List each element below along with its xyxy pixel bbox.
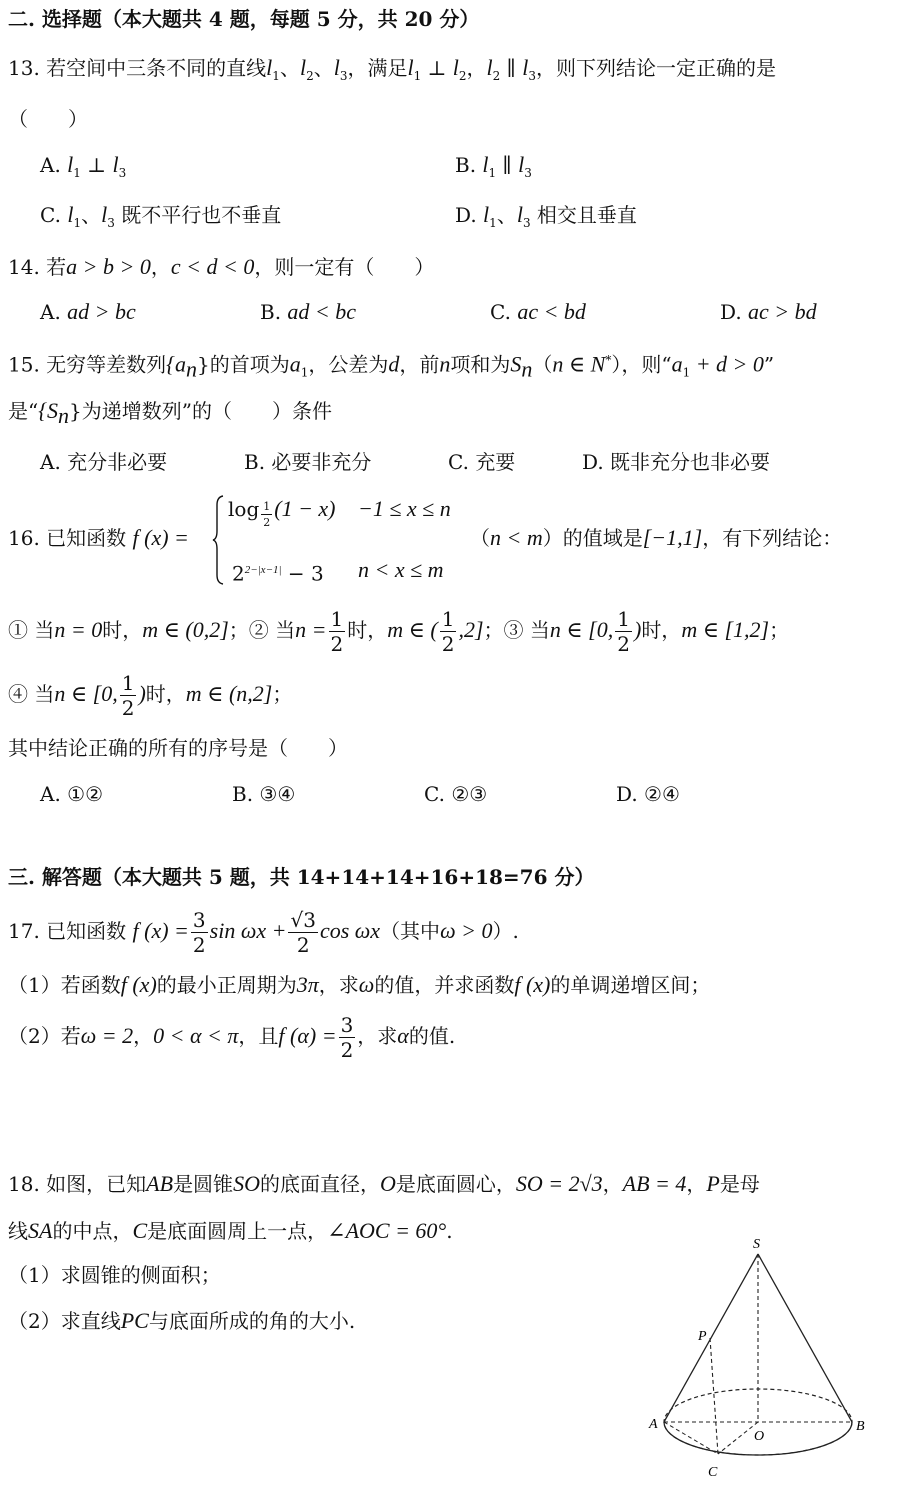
q17-stem-a: 17. 已知函数 [8, 919, 127, 943]
q17-p2-c: ，且 [238, 1024, 279, 1048]
q17-p2-den: 2 [340, 1038, 354, 1062]
q15-seq2-close: } [69, 399, 82, 423]
q16-case2-cond: n < x ≤ m [358, 557, 444, 582]
q15-seq-close: } [196, 352, 210, 377]
q17-term2: cos ωx [319, 918, 381, 943]
q16-conclusion-4 [8, 672, 292, 718]
q17-p2-frac [339, 1015, 356, 1060]
q16-case1-log: log [228, 497, 260, 521]
q16-case1-base-den: 2 [263, 516, 271, 529]
q18-AB: AB [146, 1171, 174, 1196]
q18-angle: ∠AOC = 60° [327, 1218, 447, 1243]
section-2-heading: 二. 选择题（本大题共 4 题，每题 5 分，共 20 分） [8, 7, 480, 31]
cone-slant-left [664, 1254, 758, 1422]
label-a: A [649, 1417, 658, 1432]
q15-option-b-label: B. [244, 450, 266, 474]
q13-par: ∥ [500, 56, 523, 80]
q17-p1-a: （1）若函数 [8, 973, 121, 997]
q16-ask: 其中结论正确的所有的序号是（ ） [8, 736, 348, 760]
q15-option-a[interactable] [40, 447, 167, 477]
q16-stem-b [470, 523, 842, 553]
q16-c4-den: 2 [121, 696, 135, 720]
q15-seq2-sub: n [58, 403, 70, 428]
section-3-heading: 三. 解答题（本大题共 5 题，共 14+14+14+16+18=76 分） [8, 865, 595, 889]
q17-p2-range: 0 < α < π [153, 1023, 239, 1048]
q14-stem-b: ，则一定有（ ） [254, 255, 435, 279]
q14-mid: ， [150, 255, 171, 279]
q13-option-c-label: C. [40, 203, 61, 227]
q16-c3-b: 时， [641, 618, 682, 642]
q14-option-c-label: C. [490, 300, 511, 324]
q13-option-c-l1-sub: 1 [73, 216, 82, 230]
q16-option-b[interactable] [232, 779, 295, 809]
q13-option-c-l1: l [67, 202, 74, 227]
cone-figure [642, 1232, 882, 1488]
q16-c4-end: ； [272, 682, 293, 706]
q13-cond2-sub: 2 [458, 69, 467, 83]
q13-option-c-tail: 既不平行也不垂直 [114, 203, 282, 227]
q18-l1-e: ， [602, 1172, 623, 1196]
q13-cond4: l [522, 55, 529, 80]
q15-option-b[interactable] [244, 447, 371, 477]
q14-option-b-expr: ad < bc [287, 299, 357, 324]
q14-option-a[interactable] [40, 297, 136, 327]
q16-option-d[interactable] [616, 779, 680, 809]
label-p: P [698, 1329, 707, 1344]
q18-l1-b: 是圆锥 [173, 1172, 234, 1196]
q16-option-d-text: ②④ [644, 782, 680, 806]
q16-c4-num: 1 [121, 671, 135, 695]
label-s: S [753, 1237, 760, 1252]
q17-p1-c: ，求 [318, 973, 359, 997]
q13-option-a-l3-sub: 3 [118, 166, 127, 180]
q13-option-d-rel: 、 [496, 203, 517, 227]
q17-p2-d: ，求 [357, 1024, 398, 1048]
q13-cond2: l [452, 55, 459, 80]
q18-SA: SA [28, 1218, 53, 1243]
q15-option-d[interactable] [582, 447, 770, 477]
q13-option-a-label: A. [40, 153, 61, 177]
q13-option-c[interactable] [40, 200, 281, 238]
q14-stem-a: 14. 若 [8, 255, 67, 279]
q18-l1-a: 18. 如图，已知 [8, 1172, 147, 1196]
q15-line1-d: ，前 [399, 352, 440, 377]
q13-option-d[interactable] [455, 200, 637, 238]
q13-option-d-l1: l [483, 202, 490, 227]
q15-cond-sup: * [605, 353, 612, 367]
q16-option-d-label: D. [616, 782, 638, 806]
q18-l2-a: 线 [8, 1219, 28, 1243]
q18-l1-f: ， [686, 1172, 707, 1196]
q15-option-c-text: 充要 [475, 450, 516, 474]
q16-conclusions-1-3 [8, 608, 789, 654]
q15-line2-a: 是“ [8, 399, 39, 423]
q18-SO-eq: SO = 2√3 [515, 1171, 603, 1196]
q17-stem-b: （其中 [380, 919, 441, 943]
q16-case2-tail: − 3 [281, 561, 324, 586]
q17-p1-f: f (x) [120, 972, 157, 997]
q16-range: [−1,1] [642, 525, 703, 550]
q16-c3-mark: ③ [503, 618, 524, 642]
q16-c3-num: 1 [617, 607, 630, 631]
q16-c4-n-b: ) [138, 681, 146, 706]
cone-slant-right [758, 1254, 852, 1422]
q14-option-d-label: D. [720, 300, 742, 324]
label-o: O [754, 1429, 765, 1444]
q18-p2-a: （2）求直线 [8, 1309, 121, 1333]
q16-piecewise-brace [212, 495, 224, 585]
q16-nm: n < m [490, 525, 543, 550]
q16-c1-end: ； [228, 618, 249, 642]
q13-option-d-l1-sub: 1 [489, 216, 497, 230]
q17-stem-c: ）. [492, 919, 519, 943]
q17-p2-a: （2）若 [8, 1024, 81, 1048]
q16-option-c[interactable] [424, 779, 487, 809]
q16-c2-frac-num: 1 [330, 607, 344, 631]
q16-c4-mark: ④ [8, 682, 28, 706]
q18-l1-d: 是底面圆心， [395, 1172, 516, 1196]
q13-cond4-sub: 3 [528, 69, 537, 83]
q16-c3-frac [615, 609, 632, 654]
q13-option-d-tail: 相交且垂直 [530, 203, 637, 227]
q17-frac1 [191, 910, 208, 955]
q16-c2-b: 时， [347, 618, 388, 642]
q13-cond3: l [486, 55, 493, 80]
q13-cond1-sub: 1 [413, 69, 422, 83]
q17-cond: ω > 0 [440, 918, 493, 943]
q16-stem-c: ）的值域是 [542, 526, 643, 550]
q17-stem [8, 906, 519, 956]
q16-c3-n-b: ) [633, 617, 642, 642]
q15-a1: a [289, 351, 301, 377]
q18-SO: SO [233, 1171, 260, 1196]
q17-p2-f: f (α) = [278, 1023, 337, 1048]
q16-stem-a-text: 16. 已知函数 [8, 526, 127, 550]
q15-line1-g: ），则“ [611, 352, 672, 377]
q15-option-a-label: A. [40, 450, 61, 474]
q15-line1-e: 项和为 [450, 352, 511, 377]
q18-l2-c: 是底面圆周上一点， [147, 1219, 328, 1243]
q16-option-c-text: ②③ [451, 782, 488, 806]
segment-oc [718, 1422, 758, 1454]
q16-c4-a: 当 [28, 682, 55, 706]
q14-option-c[interactable] [490, 297, 586, 327]
q14-option-a-expr: ad > bc [67, 299, 136, 324]
q18-l1-g: 是母 [719, 1172, 760, 1196]
q17-term1: sin ωx + [209, 918, 287, 943]
q15-line2 [8, 396, 332, 431]
q15-S: S [510, 351, 522, 377]
q16-case1-base-num: 1 [263, 500, 271, 513]
q13-stem-d: ，则下列结论一定正确的是 [536, 56, 777, 80]
q13-option-a-rel: ⊥ [80, 153, 113, 177]
q14-option-c-expr: ac < bd [517, 299, 586, 324]
q17-frac2-den: 2 [296, 933, 310, 957]
q15-expr-tail: + d > 0 [690, 351, 764, 377]
q13-option-b[interactable] [455, 150, 532, 188]
q16-c2-m-a: m ∈ ( [387, 617, 438, 642]
q16-stem-d: ，有下列结论： [702, 526, 843, 550]
q13-perp: ⊥ [421, 56, 453, 80]
q16-c2-n: n = [295, 617, 327, 642]
q16-c2-m-b: ,2] [458, 617, 484, 642]
q17-p2-num: 3 [340, 1013, 354, 1037]
q13-stem-c: ， [466, 56, 487, 80]
q13-option-a-l1-sub: 1 [73, 166, 81, 180]
q18-l2-d: . [446, 1219, 453, 1243]
q16-case2-exp: 2−|x−1| [244, 564, 282, 576]
q13-stem-a: 13. 若空间中三条不同的直线 [8, 56, 267, 80]
q16-c1-b: 时， [102, 618, 143, 642]
q16-option-c-label: C. [424, 782, 445, 806]
q13-option-d-l3-sub: 3 [522, 216, 531, 230]
q15-line1-f: （ [532, 352, 553, 377]
q17-p1-T: 3π [296, 972, 319, 997]
q13-option-b-l1: l [482, 152, 489, 177]
q14-option-b-label: B. [260, 300, 282, 324]
q15-option-c[interactable] [448, 447, 515, 477]
q15-line1-c: ，公差为 [308, 352, 389, 377]
q14-stem [8, 252, 434, 282]
q13-l2-sub: 2 [306, 69, 314, 83]
q18-line1 [8, 1169, 760, 1199]
q16-case1 [228, 494, 336, 528]
q17-p1-f2: f (x) [514, 972, 551, 997]
q17-p2-alpha: α [397, 1023, 409, 1048]
q13-option-b-label: B. [455, 153, 477, 177]
q17-p2-e: 的值. [408, 1024, 456, 1048]
segment-ac [664, 1422, 718, 1454]
q16-c2-m-num: 1 [441, 607, 455, 631]
q17-p1-b: 的最小正周期为 [156, 973, 297, 997]
q14-option-d[interactable] [720, 297, 817, 327]
q15-option-d-label: D. [582, 450, 604, 474]
q18-AB-eq: AB = 4 [622, 1171, 687, 1196]
q14-cond2: c < d < 0 [170, 254, 255, 279]
q18-P: P [706, 1171, 720, 1196]
q16-option-a-text: ①② [67, 782, 104, 806]
q13-option-a-l1: l [67, 152, 74, 177]
q15-d: d [388, 351, 400, 377]
q16-case2-base: 2 [232, 561, 245, 586]
q16-option-a-label: A. [40, 782, 61, 806]
q17-frac1-den: 2 [192, 933, 206, 957]
segment-pc [710, 1338, 718, 1454]
q18-l2-b: 的中点， [52, 1219, 133, 1243]
q16-c2-end: ； [483, 618, 504, 642]
q15-n: n [439, 351, 451, 377]
label-c: C [708, 1465, 718, 1480]
q16-c3-a: 当 [523, 618, 550, 642]
q17-frac2-num: √3 [290, 908, 316, 932]
q13-stem-b: ，满足 [347, 56, 408, 80]
q16-stem-a [8, 523, 189, 553]
q16-c4-m: m ∈ (n,2] [185, 681, 273, 706]
q16-case1-arg: (1 − x) [274, 496, 336, 521]
q16-case2 [232, 555, 324, 589]
q17-p2-b: ， [133, 1024, 154, 1048]
q16-c2-m-frac [440, 609, 457, 654]
q18-line2 [8, 1216, 453, 1246]
q13-cond1: l [407, 55, 414, 80]
q16-c1-m: m ∈ (0,2] [142, 617, 229, 642]
q13-cond3-sub: 2 [492, 69, 501, 83]
q13-option-d-label: D. [455, 203, 477, 227]
q13-l1-sub: 1 [272, 69, 280, 83]
q16-c2-frac-den: 2 [330, 632, 344, 656]
q15-expr-sub: 1 [682, 365, 691, 380]
q18-O: O [379, 1171, 396, 1196]
q16-c2-m-den: 2 [441, 632, 455, 656]
q13-sep1: 、 [279, 56, 300, 80]
q15-line1-a: 15. 无穷等差数列 [8, 352, 167, 377]
q15-line1-b: 的首项为 [209, 352, 290, 377]
q13-l3-sub: 3 [339, 69, 348, 83]
label-b: B [856, 1419, 865, 1434]
q16-c3-den: 2 [617, 632, 630, 656]
q15-option-b-text: 必要非充分 [271, 450, 372, 474]
q15-S-sub: n [521, 356, 533, 382]
q16-case1-cond: −1 ≤ x ≤ n [358, 496, 451, 521]
q15-line1 [8, 345, 774, 388]
q17-part1 [8, 970, 710, 1000]
q18-p2-b: 与底面所成的角的大小. [148, 1309, 356, 1333]
q13-paren: （ ） [8, 107, 88, 131]
q16-c2-mark: ② [248, 618, 269, 642]
q16-option-a[interactable] [40, 779, 103, 809]
q15-expr: a [671, 351, 683, 377]
q17-part2 [8, 1011, 455, 1061]
q14-option-a-label: A. [40, 300, 61, 324]
q14-cond1: a > b > 0 [66, 254, 151, 279]
q17-fx: f (x) = [132, 918, 189, 943]
q13-option-b-l1-sub: 1 [488, 166, 497, 180]
q15-option-a-text: 充分非必要 [67, 450, 168, 474]
q13-sep2: 、 [313, 56, 334, 80]
q16-option-b-label: B. [232, 782, 254, 806]
q13-option-c-l3-sub: 3 [107, 216, 115, 230]
q13-option-a[interactable] [40, 150, 126, 188]
q16-c4-n-a: n ∈ [0, [54, 681, 118, 706]
q17-p1-w: ω [358, 972, 375, 997]
q13-option-d-l3: l [516, 202, 523, 227]
q17-p2-w: ω = 2 [80, 1023, 134, 1048]
q14-option-b[interactable] [260, 297, 356, 327]
q15-seq2: {S [38, 398, 59, 423]
q18-part1: （1）求圆锥的侧面积； [8, 1263, 221, 1287]
q16-c2-frac [329, 609, 346, 654]
q16-stem-b-paren: （ [470, 526, 490, 550]
q15-line2-b: 为递增数列”的（ ）条件 [81, 399, 333, 423]
q16-c4-frac [120, 673, 137, 718]
q13-l1: l [266, 55, 273, 80]
q16-fx: f (x) = [132, 525, 189, 550]
q16-c4-b: 时， [145, 682, 186, 706]
q17-p1-d: 的值，并求函数 [374, 973, 515, 997]
q13-option-b-l3: l [518, 152, 525, 177]
q16-c3-n-a: n ∈ [0, [549, 617, 614, 642]
q17-frac1-num: 3 [192, 908, 206, 932]
q15-seq-sub: n [185, 356, 197, 382]
q15-option-c-label: C. [448, 450, 469, 474]
q16-c1-mark: ① [8, 618, 28, 642]
q16-c3-m: m ∈ [1,2] [681, 617, 770, 642]
q16-option-b-text: ③④ [259, 782, 296, 806]
q13-option-b-l3-sub: 3 [524, 166, 532, 180]
q13-option-a-l3: l [112, 152, 119, 177]
q18-PC: PC [120, 1308, 149, 1333]
q15-a1-sub: 1 [300, 365, 309, 380]
q17-frac2 [288, 910, 317, 955]
q16-case1-base [261, 501, 272, 528]
q15-cond: n ∈ N [552, 351, 606, 377]
q16-c1-a: 当 [28, 618, 55, 642]
q18-l1-c: 的底面直径， [259, 1172, 380, 1196]
q13-option-c-l3: l [101, 202, 108, 227]
q13-l3: l [333, 55, 340, 80]
q16-c2-a: 当 [268, 618, 296, 642]
q16-c1-n: n = 0 [54, 617, 103, 642]
q17-p1-e: 的单调递增区间； [550, 973, 711, 997]
q14-option-d-expr: ac > bd [748, 299, 817, 324]
q15-line1-h: ” [763, 352, 775, 377]
q13-l2: l [299, 55, 307, 80]
q15-seq: {a [166, 351, 186, 377]
q18-C: C [132, 1218, 148, 1243]
q13-stem [8, 53, 776, 91]
q16-c3-end: ； [769, 618, 790, 642]
q13-option-c-rel: 、 [81, 203, 102, 227]
q18-part2 [8, 1306, 355, 1336]
q15-option-d-text: 既非充分也非必要 [610, 450, 771, 474]
q13-option-b-rel: ∥ [496, 153, 519, 177]
